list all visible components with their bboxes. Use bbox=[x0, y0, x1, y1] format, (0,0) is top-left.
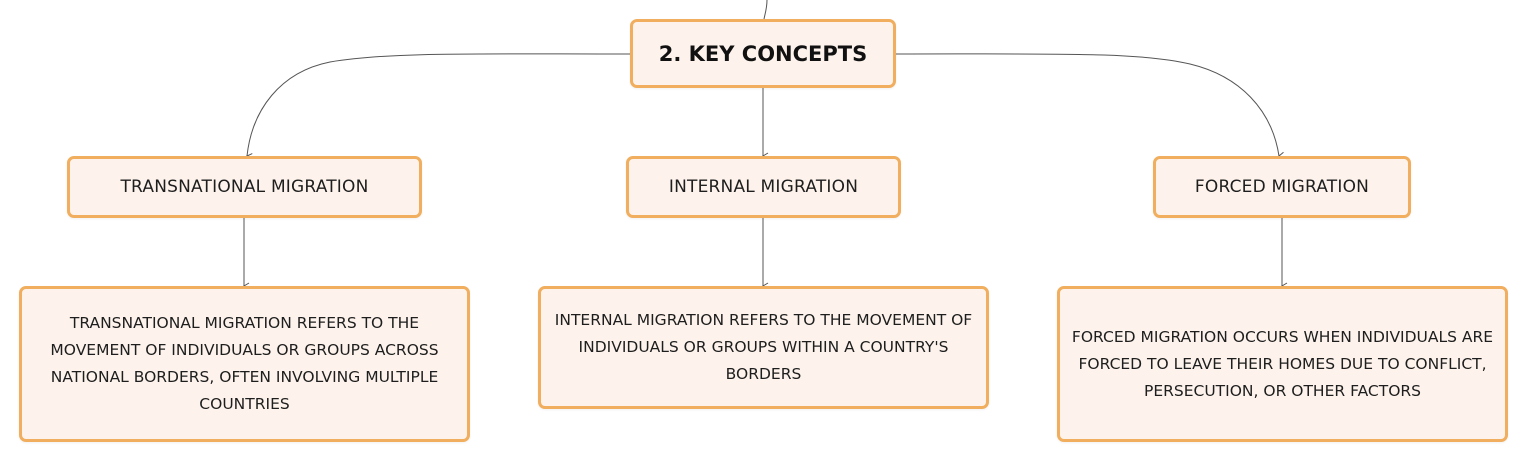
root-node-label: 2. KEY CONCEPTS bbox=[658, 41, 868, 66]
topic-node-label: FORCED MIGRATION bbox=[1194, 177, 1370, 197]
topic-node-label: TRANSNATIONAL MIGRATION bbox=[120, 177, 369, 197]
description-text: INTERNAL MIGRATION REFERS TO THE MOVEMENT OF INDIVIDUALS OR GROUPS WITHIN A COUNTRY'S BORDERS bbox=[554, 311, 973, 383]
description-node-forced-migration[interactable] bbox=[1057, 286, 1508, 442]
connector-root-to-forced bbox=[896, 54, 1279, 156]
connector-root-to-transnational bbox=[247, 54, 630, 156]
topic-node-transnational-migration[interactable] bbox=[67, 156, 422, 218]
topic-node-label: INTERNAL MIGRATION bbox=[668, 177, 859, 197]
incoming-connector bbox=[764, 0, 767, 19]
description-node-transnational-migration[interactable] bbox=[19, 286, 470, 442]
topic-node-forced-migration[interactable] bbox=[1153, 156, 1411, 218]
description-text: FORCED MIGRATION OCCURS WHEN INDIVIDUALS ARE FORCED TO LEAVE THEIR HOMES DUE TO CONFLICT, PERSECUTION, OR OTHER FACTORS bbox=[1071, 327, 1494, 400]
root-node-key-concepts[interactable] bbox=[630, 19, 896, 88]
description-node-internal-migration[interactable] bbox=[538, 286, 989, 409]
description-text: TRANSNATIONAL MIGRATION REFERS TO THE MOVEMENT OF INDIVIDUALS OR GROUPS ACROSS NATIONAL BORDERS, OFTEN INVOLVING MULTIPLE COUNTRIES bbox=[50, 314, 439, 413]
topic-node-internal-migration[interactable] bbox=[626, 156, 901, 218]
